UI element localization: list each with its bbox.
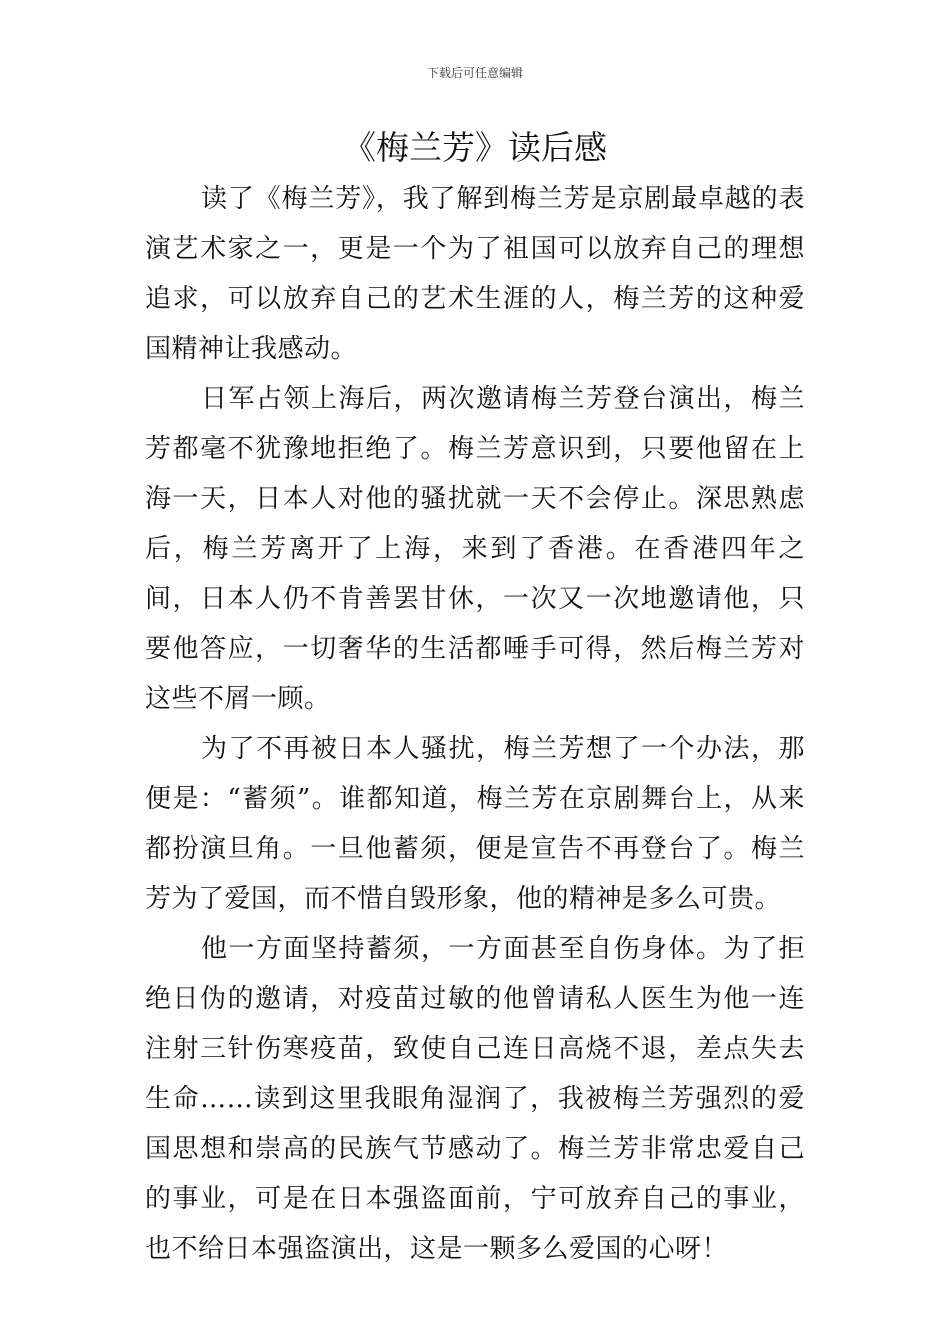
paragraph-2: 日军占领上海后，两次邀请梅兰芳登台演出，梅兰芳都毫不犹豫地拒绝了。梅兰芳意识到，只要他留在上海一天，日本人对他的骚扰就一天不会停止。深思熟虑后，梅兰芳离开了上海，来到了香港。在香港四年之间，日本人仍不肯善罢甘休，一次又一次地邀请他，只要他答应，一切奢华的生活都唾手可得，然后梅兰芳对这些不屑一顾。	[145, 384, 805, 714]
paragraph-3: 为了不再被日本人骚扰，梅兰芳想了一个办法，那便是：“蓄须”。谁都知道，梅兰芳在京剧舞台上，从来都扮演旦角。一旦他蓄须，便是宣告不再登台了。梅兰芳为了爱国，而不惜自毁形象，他的精神是多么可贵。	[145, 734, 805, 914]
paragraph-1: 读了《梅兰芳》，我了解到梅兰芳是京剧最卓越的表演艺术家之一，更是一个为了祖国可以放弃自己的理想追求，可以放弃自己的艺术生涯的人，梅兰芳的这种爱国精神让我感动。	[145, 184, 805, 364]
document-title: 《梅兰芳》读后感	[343, 128, 607, 167]
paragraph-4: 他一方面坚持蓄须，一方面甚至自伤身体。为了拒绝日伪的邀请，对疫苗过敏的他曾请私人医生为他一连注射三针伤寒疫苗，致使自己连日高烧不退，差点失去生命……读到这里我眼角湿润了，我被梅兰芳强烈的爱国思想和崇高的民族气节感动了。梅兰芳非常忠爱自己的事业，可是在日本强盗面前，宁可放弃自己的事业，也不给日本强盗演出，这是一颗多么爱国的心呀！	[145, 934, 805, 1264]
document-body	[145, 174, 805, 1274]
page-header: 下载后可任意编辑	[426, 66, 523, 80]
